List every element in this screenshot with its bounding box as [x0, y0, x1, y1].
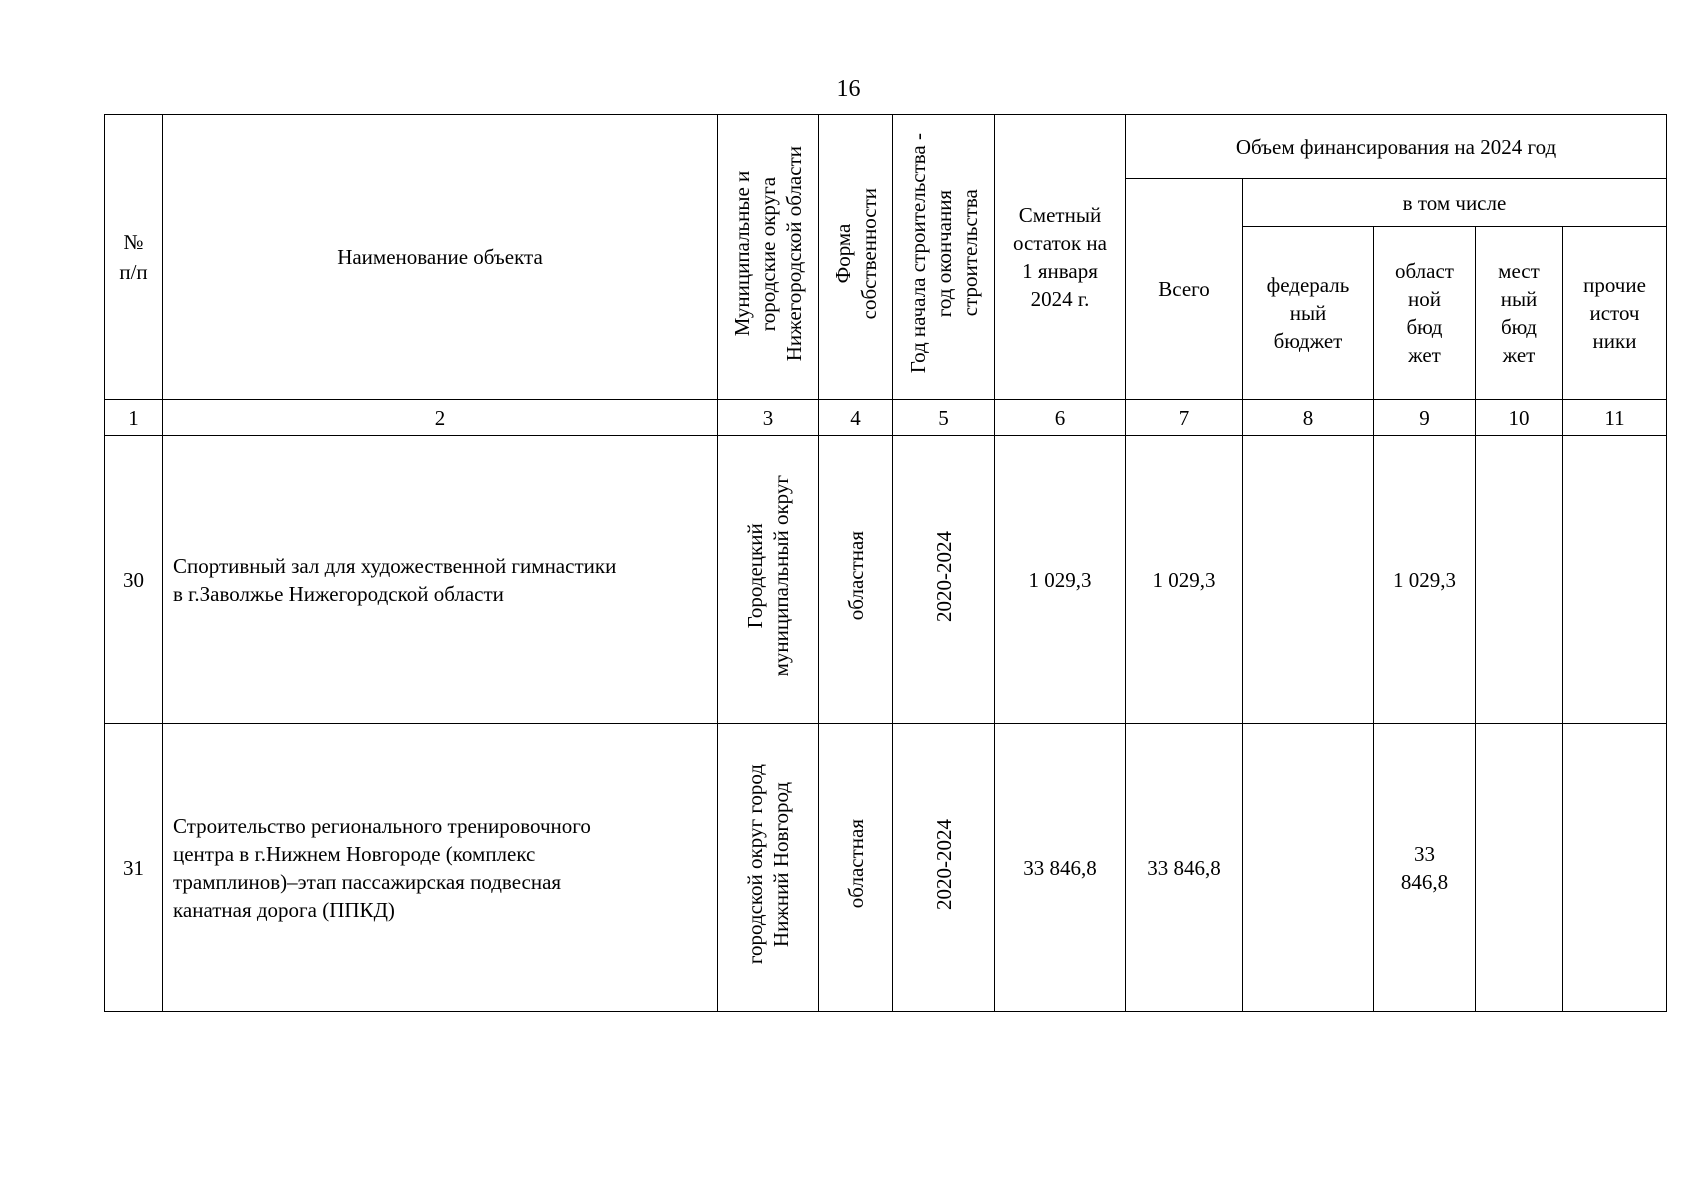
column-number: 9: [1374, 400, 1476, 436]
row-object-name: Строительство регионального тренировочного центра в г.Нижнем Новгороде (комплекс трамплинов)–этап пассажирская подвесная канатная дорога (ППКД): [163, 724, 718, 1012]
table-row: [105, 436, 1667, 724]
column-number: 5: [893, 400, 995, 436]
row-local: [1476, 724, 1563, 1012]
row-other: [1563, 724, 1667, 1012]
header-name: Наименование объекта: [163, 115, 718, 400]
row-remainder: 33 846,8: [995, 724, 1126, 1012]
row-ownership: областная: [819, 724, 893, 1012]
column-number: 10: [1476, 400, 1563, 436]
column-number: 7: [1126, 400, 1243, 436]
table-row: [105, 724, 1667, 1012]
row-num: 30: [105, 436, 163, 724]
row-total: 33 846,8: [1126, 724, 1243, 1012]
row-municipality: городской округ город Нижний Новгород: [718, 724, 819, 1012]
page-number: 16: [836, 76, 861, 102]
column-number: 11: [1563, 400, 1667, 436]
row-municipality: Городецкий муниципальный округ: [718, 436, 819, 724]
header-ownership: Форма собственности: [819, 115, 893, 400]
column-number: 4: [819, 400, 893, 436]
header-including-group: в том числе: [1243, 179, 1667, 227]
column-number: 3: [718, 400, 819, 436]
header-other: прочие источ ники: [1563, 227, 1667, 400]
row-regional: 1 029,3: [1374, 436, 1476, 724]
column-number: 2: [163, 400, 718, 436]
header-total: Всего: [1126, 179, 1243, 400]
row-remainder: 1 029,3: [995, 436, 1126, 724]
header-remainder: Сметный остаток на 1 января 2024 г.: [995, 115, 1126, 400]
header-local: мест ный бюд жет: [1476, 227, 1563, 400]
row-object-name: Спортивный зал для художественной гимнастики в г.Заволжье Нижегородской области: [163, 436, 718, 724]
header-regional: област ной бюд жет: [1374, 227, 1476, 400]
row-regional: 33 846,8: [1374, 724, 1476, 1012]
construction-objects-table: [104, 114, 1667, 1012]
row-total: 1 029,3: [1126, 436, 1243, 724]
column-number: 6: [995, 400, 1126, 436]
header-financing-group: Объем финансирования на 2024 год: [1126, 115, 1667, 179]
column-numbers-row: [105, 400, 1667, 436]
header-years: Год начала строительства - год окончания строительства: [893, 115, 995, 400]
header-federal: федераль ный бюджет: [1243, 227, 1374, 400]
header-num: № п/п: [105, 115, 163, 400]
column-number: 1: [105, 400, 163, 436]
row-local: [1476, 436, 1563, 724]
header-municipality: Муниципальные и городские округа Нижегородской области: [718, 115, 819, 400]
column-number: 8: [1243, 400, 1374, 436]
row-ownership: областная: [819, 436, 893, 724]
row-other: [1563, 436, 1667, 724]
row-years: 2020-2024: [893, 436, 995, 724]
row-num: 31: [105, 724, 163, 1012]
row-federal: [1243, 724, 1374, 1012]
row-years: 2020-2024: [893, 724, 995, 1012]
row-federal: [1243, 436, 1374, 724]
